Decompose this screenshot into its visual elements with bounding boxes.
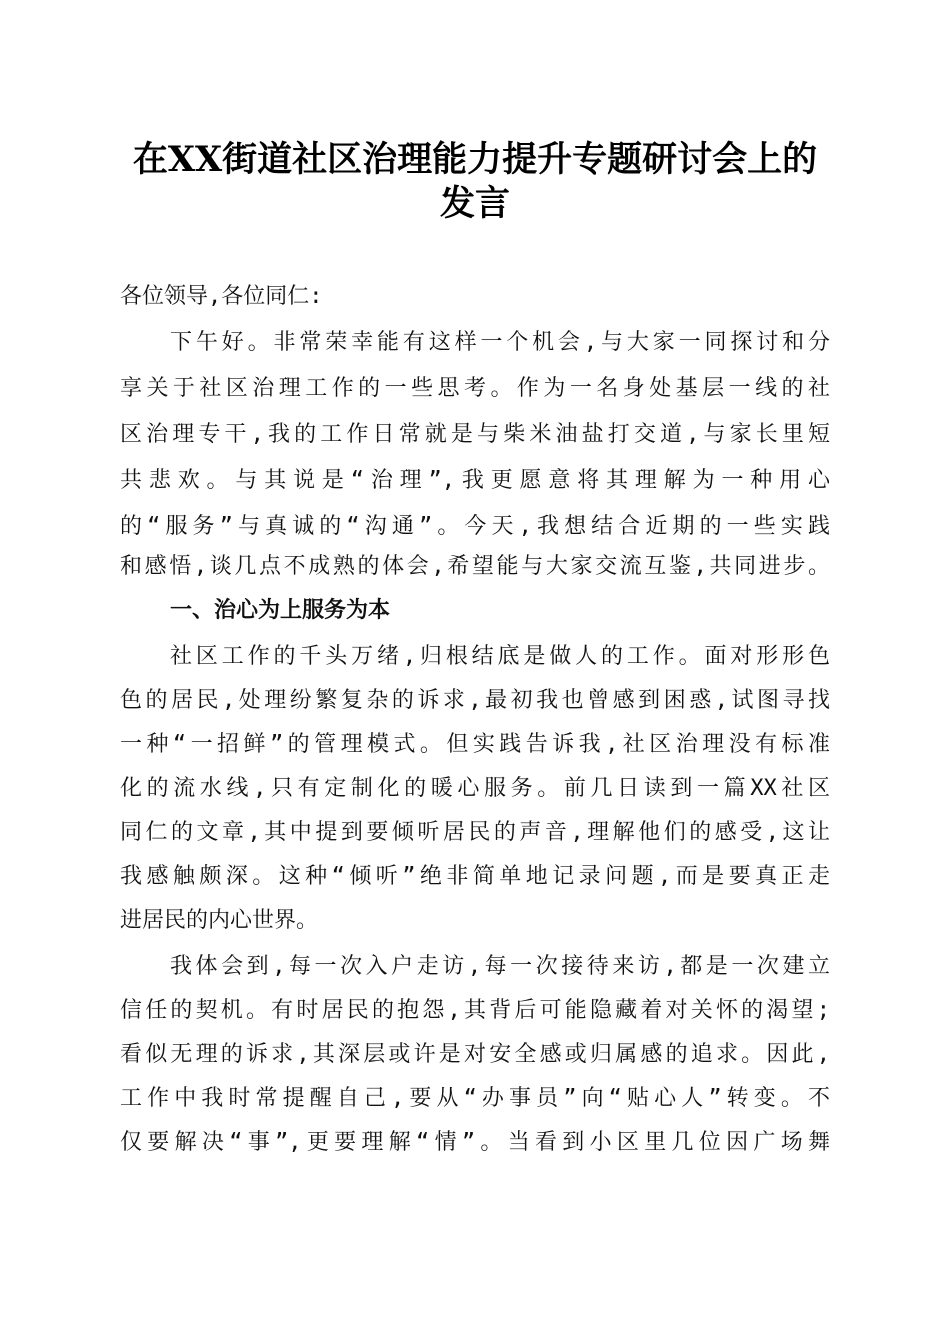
paragraph-3-line: 看似无理的诉求,其深层或许是对安全感或归属感的追求。因此, bbox=[120, 1042, 830, 1067]
paragraph-1-line: 和感悟,谈几点不成熟的体会,希望能与大家交流互鉴,共同进步。 bbox=[120, 554, 830, 579]
paragraph-1-line: 享关于社区治理工作的一些思考。作为一名身处基层一线的社 bbox=[120, 376, 830, 401]
paragraph-2-line: 我感触颇深。这种“倾听”绝非简单地记录问题,而是要真正走 bbox=[120, 864, 830, 889]
paragraph-2-line: 一种“一招鲜”的管理模式。但实践告诉我,社区治理没有标准 bbox=[120, 732, 830, 757]
paragraph-1-line: 区治理专干,我的工作日常就是与柴米油盐打交道,与家长里短 bbox=[120, 422, 830, 447]
paragraph-2-line: 色的居民,处理纷繁复杂的诉求,最初我也曾感到困惑,试图寻找 bbox=[120, 688, 830, 713]
document-title-line-2: 发言 bbox=[439, 183, 510, 224]
paragraph-3-line: 信任的契机。有时居民的抱怨,其背后可能隐藏着对关怀的渴望; bbox=[120, 998, 830, 1023]
paragraph-1-line: 下午好。非常荣幸能有这样一个机会,与大家一同探讨和分 bbox=[170, 330, 830, 355]
paragraph-1-line: 的“服务”与真诚的“沟通”。今天,我想结合近期的一些实践 bbox=[120, 514, 830, 539]
paragraph-1-line: 共悲欢。与其说是“治理”,我更愿意将其理解为一种用心 bbox=[120, 468, 830, 493]
paragraph-3-line: 工作中我时常提醒自己,要从“办事员”向“贴心人”转变。不 bbox=[120, 1086, 830, 1111]
paragraph-2-line: 进居民的内心世界。 bbox=[120, 908, 319, 933]
section-heading-1: 一、治心为上服务为本 bbox=[170, 598, 391, 623]
document-title-line-1: 在XX街道社区治理能力提升专题研讨会上的 bbox=[132, 139, 818, 180]
paragraph-2-line: 社区工作的千头万绪,归根结底是做人的工作。面对形形色 bbox=[170, 644, 830, 669]
paragraph-3-line: 仅要解决“事”,更要理解“情”。当看到小区里几位因广场舞 bbox=[120, 1130, 830, 1155]
paragraph-3-line: 我体会到,每一次入户走访,每一次接待来访,都是一次建立 bbox=[170, 954, 830, 979]
paragraph-2-line: 化的流水线,只有定制化的暖心服务。前几日读到一篇XX社区 bbox=[120, 776, 830, 801]
paragraph-2-line: 同仁的文章,其中提到要倾听居民的声音,理解他们的感受,这让 bbox=[120, 820, 830, 845]
salutation: 各位领导,各位同仁: bbox=[120, 284, 323, 309]
